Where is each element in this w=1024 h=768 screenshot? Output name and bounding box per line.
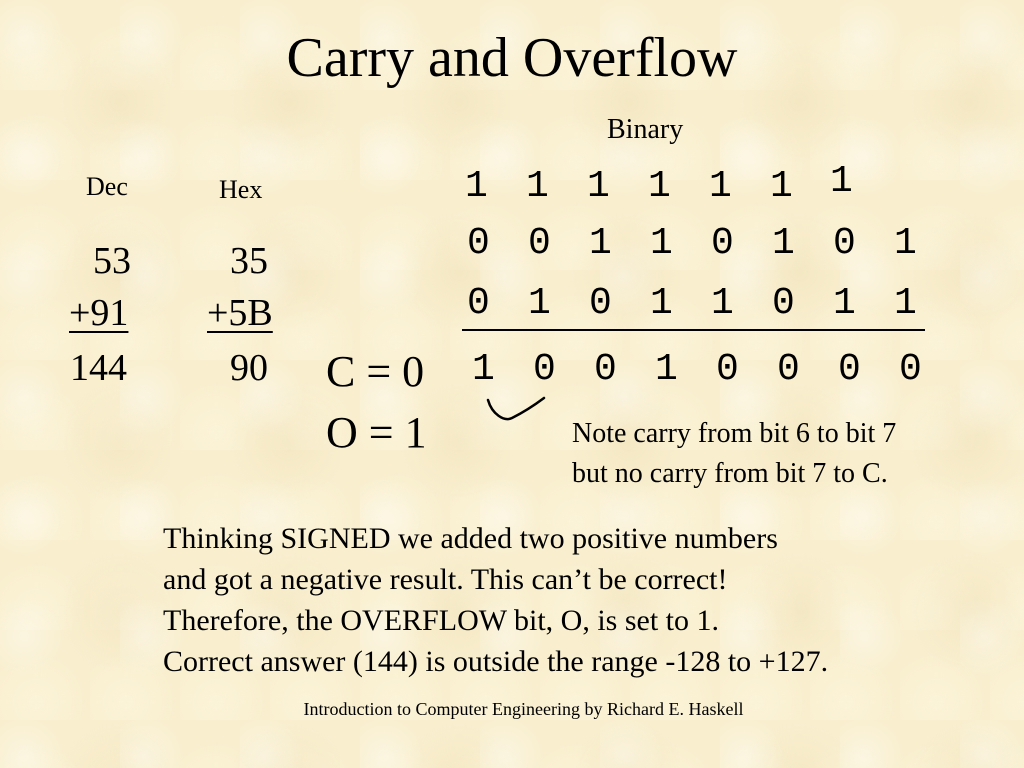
carry-bit: 1: [648, 165, 671, 208]
bit: 0: [594, 348, 617, 391]
bit: 0: [467, 282, 490, 325]
bit: 0: [589, 282, 612, 325]
carry-bit: 1: [709, 165, 732, 208]
carry-bit: 1: [526, 165, 549, 208]
binary-operand-2: [467, 282, 924, 326]
bit: 1: [472, 348, 495, 391]
binary-operand-1: [467, 222, 924, 266]
dec-operand-2: +91: [69, 292, 129, 334]
explanation-line-4: Correct answer (144) is outside the range -128 to +127.: [163, 645, 829, 678]
bit: 0: [838, 348, 861, 391]
binary-result: [472, 348, 929, 392]
hex-operand-1: 35: [230, 240, 268, 282]
bit: 1: [650, 222, 673, 265]
bit: 0: [528, 222, 551, 265]
slide-title: Carry and Overflow: [286, 27, 738, 89]
bit: 0: [833, 222, 856, 265]
carry-bit: 1: [465, 165, 488, 208]
bit: 1: [894, 222, 917, 265]
carry-note-line-2: but no carry from bit 7 to C.: [572, 458, 888, 489]
explanation-line-2: and got a negative result. This can’t be correct!: [163, 563, 728, 596]
binary-column-header: Binary: [607, 114, 684, 145]
bit: 1: [894, 282, 917, 325]
bit: 1: [655, 348, 678, 391]
explanation-line-1: Thinking SIGNED we added two positive numbers: [163, 522, 778, 555]
overflow-flag: O = 1: [326, 408, 427, 457]
hex-result: 90: [230, 347, 268, 389]
bit: 0: [467, 222, 490, 265]
bit: 0: [777, 348, 800, 391]
dec-result: 144: [70, 347, 127, 389]
hex-operand-2: +5B: [207, 292, 273, 334]
dec-operand-1: 53: [93, 240, 131, 282]
carry-bit: 1: [830, 160, 853, 203]
bit: 0: [716, 348, 739, 391]
carry-bit: 1: [770, 165, 793, 208]
sum-rule: [462, 329, 925, 331]
bit: 0: [899, 348, 922, 391]
carry-note-line-1: Note carry from bit 6 to bit 7: [572, 418, 897, 449]
bit: 1: [833, 282, 856, 325]
bit: 0: [772, 282, 795, 325]
hex-column-header: Hex: [219, 175, 263, 204]
dec-column-header: Dec: [86, 172, 128, 201]
carry-flag: C = 0: [326, 347, 425, 396]
explanation-line-3: Therefore, the OVERFLOW bit, O, is set to 1.: [163, 604, 720, 637]
bit: 1: [528, 282, 551, 325]
carry-arrow-icon: [482, 392, 552, 428]
bit: 1: [772, 222, 795, 265]
bit: 0: [711, 222, 734, 265]
binary-carry-row: [465, 165, 831, 209]
bit: 1: [711, 282, 734, 325]
bit: 0: [533, 348, 556, 391]
carry-bit: 1: [587, 165, 610, 208]
footer-credit: Introduction to Computer Engineering by Richard E. Haskell: [303, 699, 744, 719]
bit: 1: [650, 282, 673, 325]
bit: 1: [589, 222, 612, 265]
